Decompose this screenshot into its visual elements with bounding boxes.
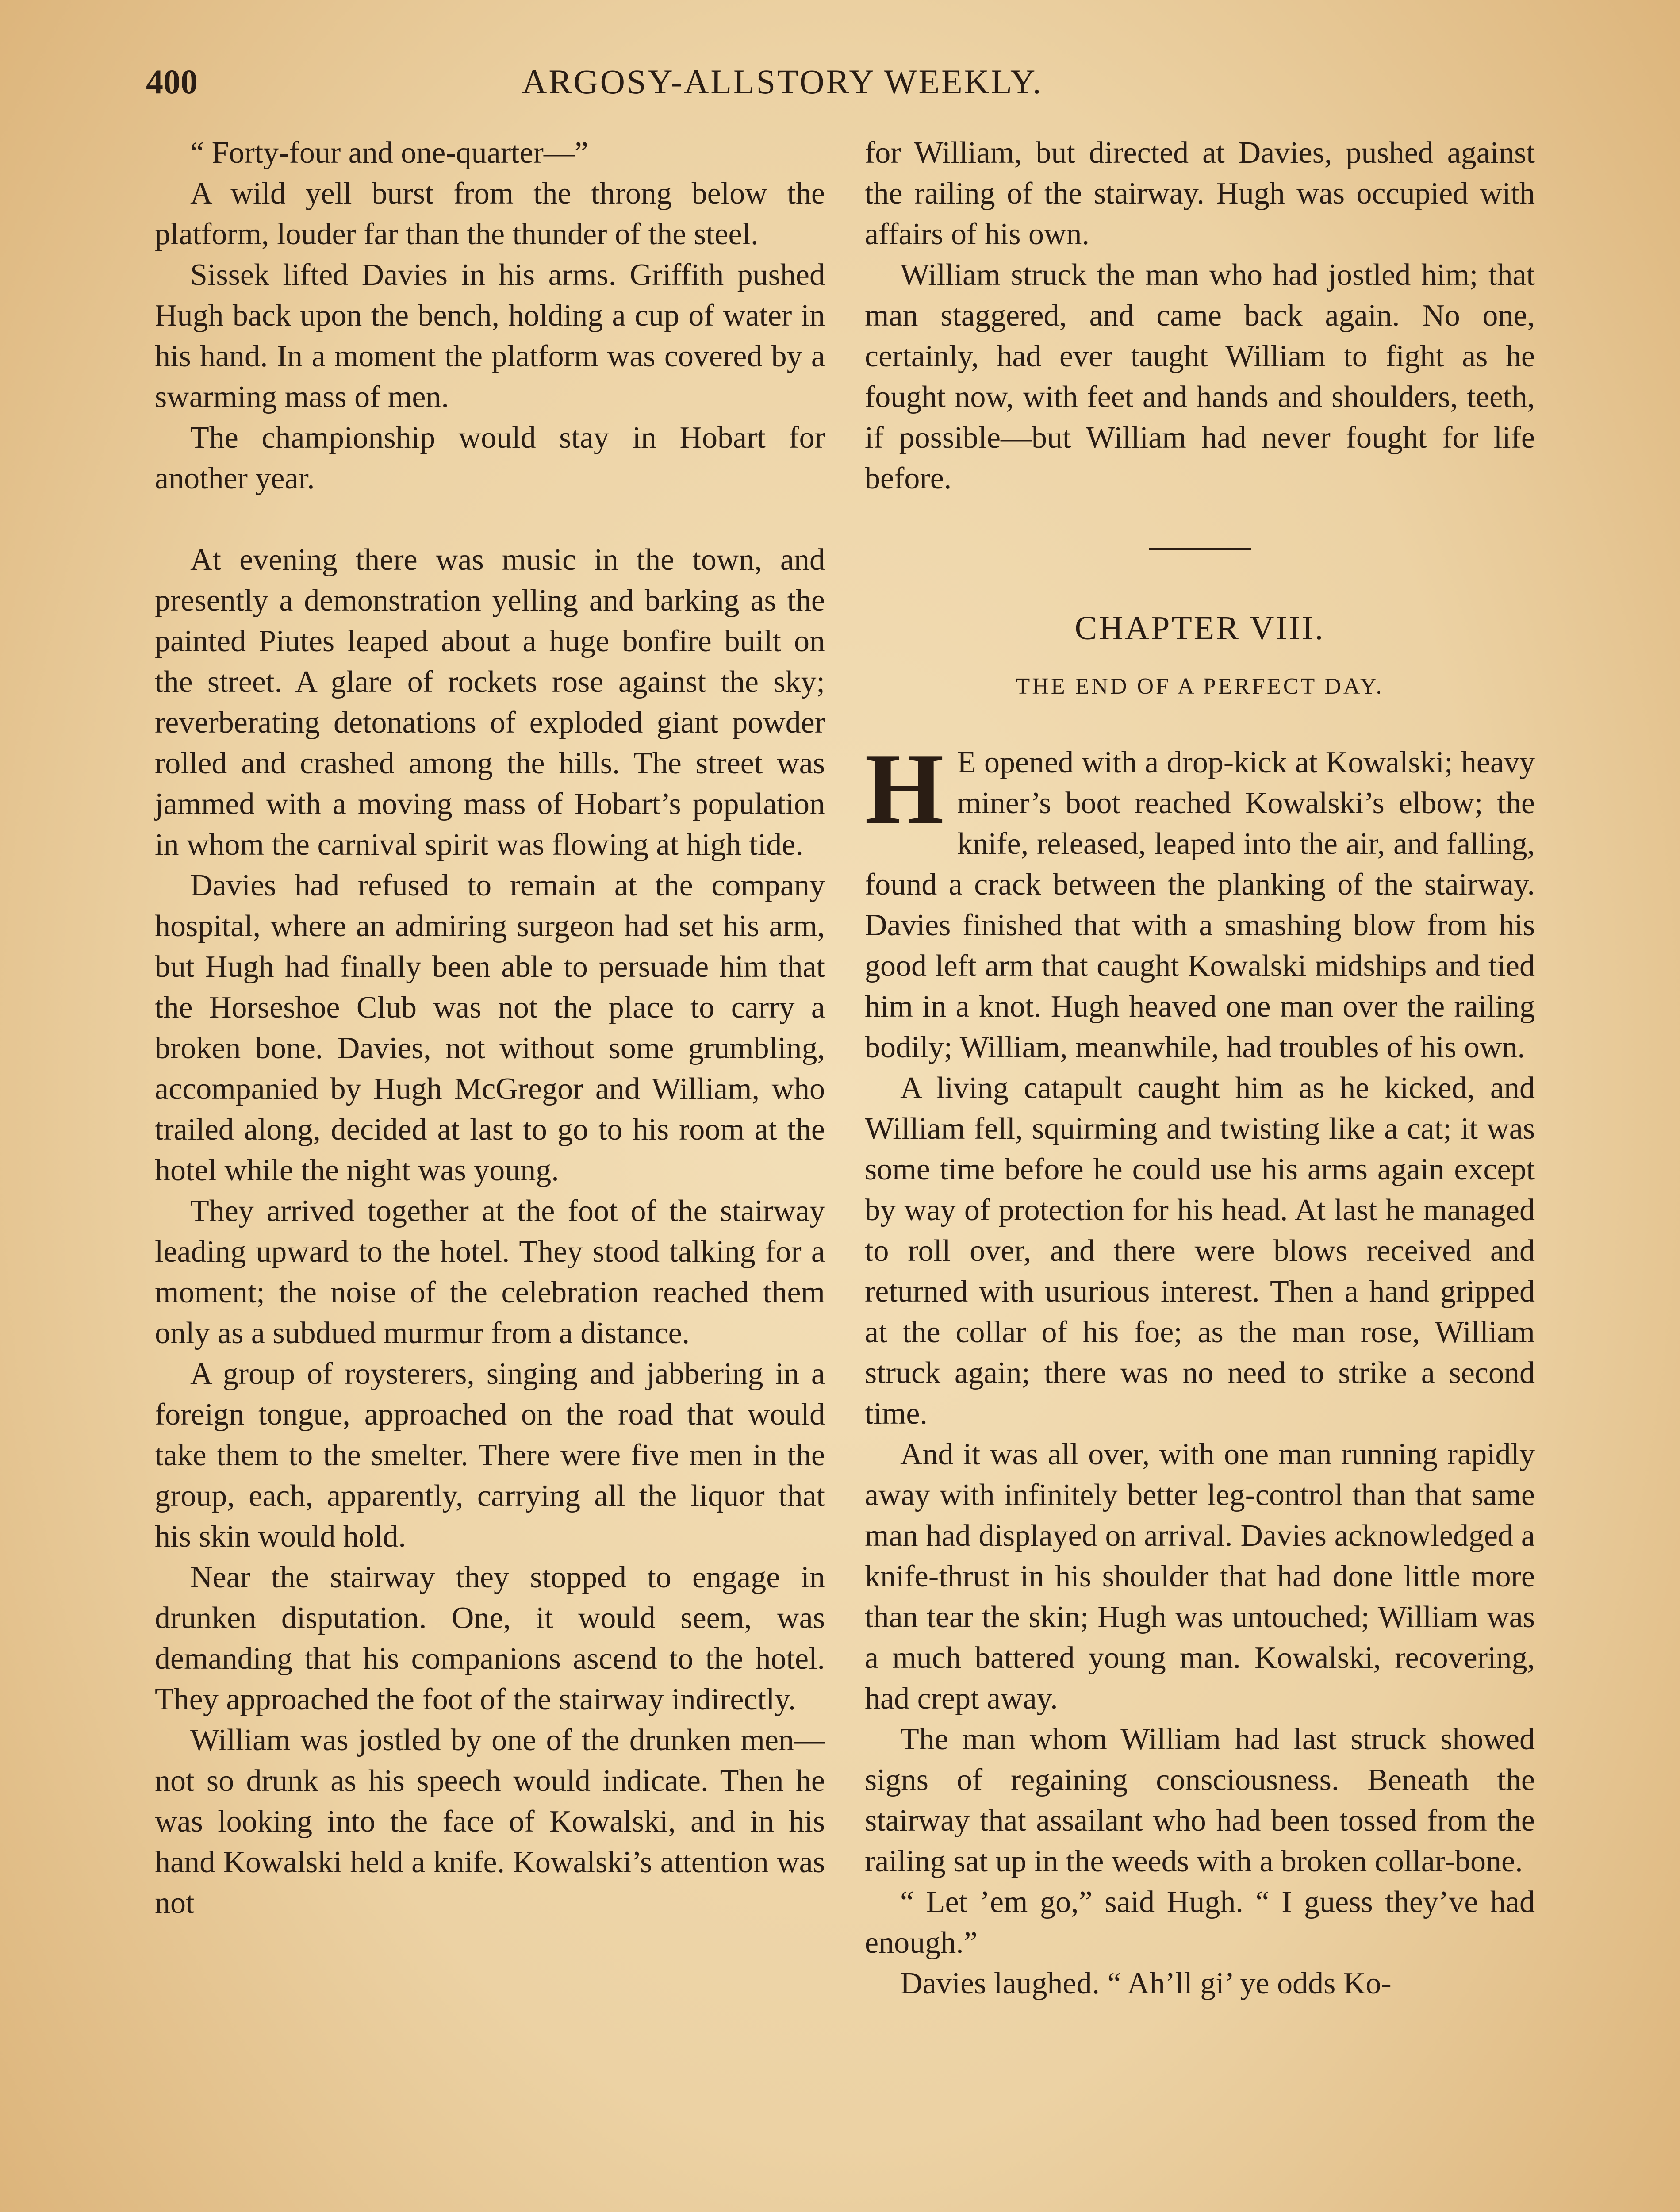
page-number: 400 xyxy=(146,62,198,101)
paragraph: for William, but directed at Davies, pushed against the railing of the stairway. Hugh was occupied with affairs of his own. xyxy=(865,136,1535,251)
paragraph: And it was all over, with one man running rapidly away with infinitely better leg-control than that same man had displayed on arrival. Davies acknowledged a knife-thrust in his shoulder that had done little more than tear the skin; Hugh was untouched; William was a much battered young man. Kowalski, recovering, had crept away. xyxy=(865,1437,1535,1716)
chapter-divider xyxy=(1149,548,1251,550)
paragraph: “ Forty-four and one-quarter—” xyxy=(190,136,588,170)
paragraph: William was jostled by one of the drunken men—not so drunk as his speech would indicate. Then he was looking into the face of Kowalski, and in his hand Kowalski held a knife. Kowalski’s attention was not xyxy=(155,1723,825,1920)
chapter-subtitle: THE END OF A PERFECT DAY. xyxy=(1016,674,1384,699)
paragraph: They arrived together at the foot of the stairway leading upward to the hotel. They stood talking for a moment; the noise of the celebration reached them only as a subdued murmur from a distance. xyxy=(155,1194,825,1350)
paragraph: Sissek lifted Davies in his arms. Griffith pushed Hugh back upon the bench, holding a cup of water in his hand. In a moment the platform was covered by a swarming mass of men. xyxy=(155,258,825,414)
chapter-title: CHAPTER VIII. xyxy=(1074,610,1325,647)
paragraph: A living catapult caught him as he kicked, and William fell, squirming and twisting like a cat; it was some time before he could use his arms again except by way of protection for his head. At last he managed to roll over, and there were blows received and returned with usurious interest. Then a hand gripped at the collar of his foe; as the man rose, William struck again; there was no need to strike a second time. xyxy=(865,1071,1535,1431)
paragraph: William struck the man who had jostled him; that man staggered, and came back again. No one, certainly, had ever taught William to fight as he fought now, with feet and hands and shoulders, teeth, if possible—but William had never fought for life before. xyxy=(865,258,1535,495)
paragraph: A wild yell burst from the throng below the platform, louder far than the thunder of the steel. xyxy=(155,177,825,251)
paragraph: “ Let ’em go,” said Hugh. “ I guess they’ve had enough.” xyxy=(865,1885,1535,1960)
paragraph: The man whom William had last struck showed signs of regaining consciousness. Beneath the stairway that assailant who had been tossed from the railing sat up in the weeds with a broken collar-bone. xyxy=(865,1722,1535,1878)
paragraph: Davies laughed. “ Ah’ll gi’ ye odds Ko- xyxy=(900,1966,1392,2001)
paragraph-text: E opened with a drop-kick at Kowalski; heavy miner’s boot reached Kowalski’s elbow; the knife, released, leaped into the air, and falling, found a crack between the planking of the stairway. Davies finished that with a smashing blow from his good left arm that caught Kowalski midships and tied him in a knot. Hugh heaved one man over the railing bodily; William, meanwhile, had troubles of his own. xyxy=(865,745,1535,1064)
section-break xyxy=(155,499,825,540)
running-head: ARGOSY-ALLSTORY WEEKLY. xyxy=(522,62,1043,101)
paragraph: The championship would stay in Hobart for another year. xyxy=(155,421,825,495)
paragraph-with-dropcap xyxy=(865,732,1535,1068)
left-column xyxy=(155,133,825,1924)
drop-cap: H xyxy=(865,732,944,845)
paragraph: At evening there was music in the town, and presently a demonstration yelling and barking as the painted Piutes leaped about a huge bonfire built on the street. A glare of rockets rose against the sky; reverberating detonations of exploded giant powder rolled and crashed among the hills. The street was jammed with a moving mass of Hobart’s population in whom the carnival spirit was flowing at high tide. xyxy=(155,543,825,862)
paragraph: Davies had refused to remain at the company hospital, where an admiring surgeon had set his arm, but Hugh had finally been able to persuade him that the Horseshoe Club was not the place to carry a broken bone. Davies, not without some grumbling, accompanied by Hugh McGregor and William, who trailed along, decided at last to go to his room at the hotel while the night was young. xyxy=(155,868,825,1187)
paragraph: Near the stairway they stopped to engage in drunken disputation. One, it would seem, was demanding that his companions ascend to the hotel. They approached the foot of the stairway indirectly. xyxy=(155,1560,825,1717)
page-header xyxy=(146,53,1544,115)
paragraph: A group of roysterers, singing and jabbering in a foreign tongue, approached on the road that would take them to the smelter. There were five men in the group, each, apparently, carrying all the liquor that his skin would hold. xyxy=(155,1357,825,1554)
right-column xyxy=(865,133,1535,2004)
